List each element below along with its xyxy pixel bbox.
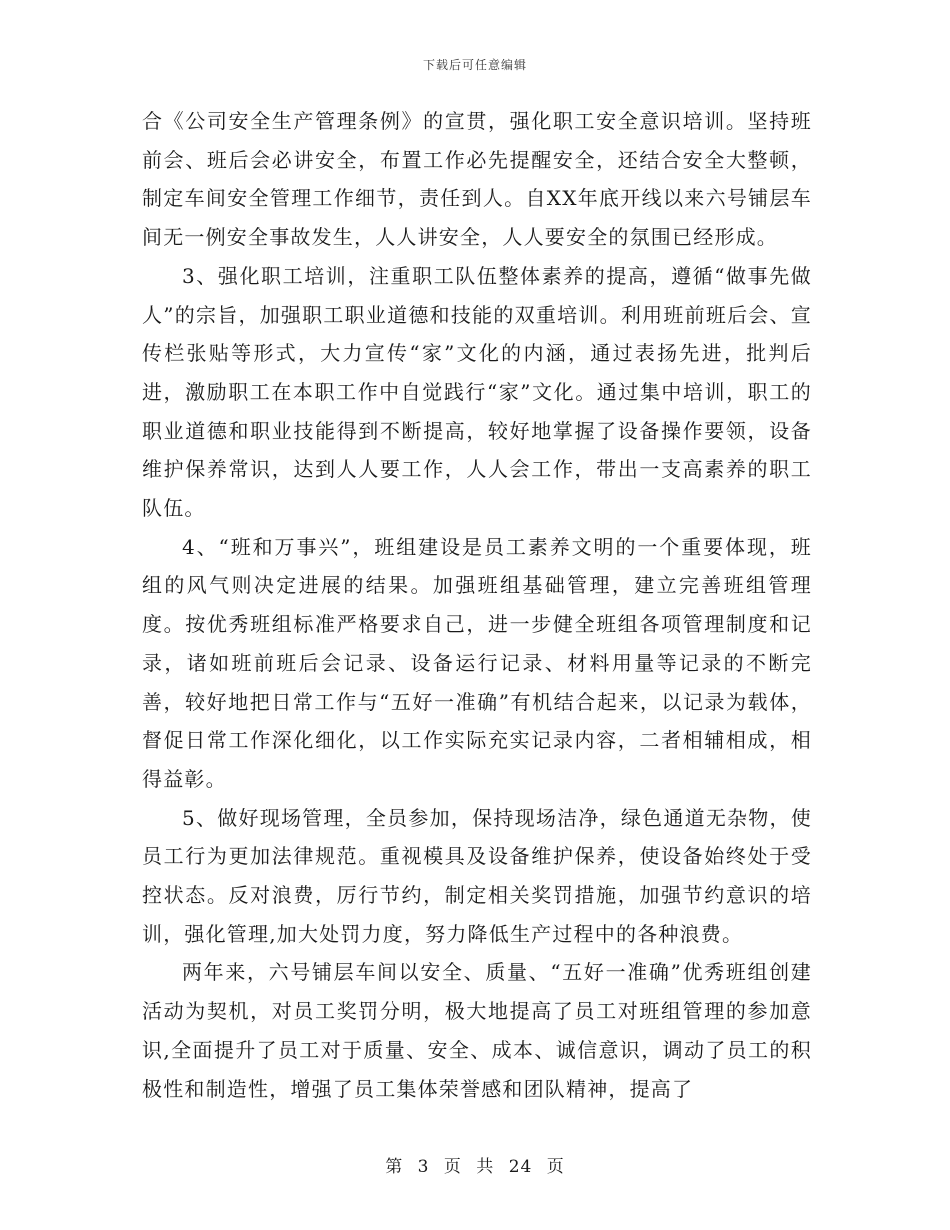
page-header: 下载后可任意编辑 (422, 58, 527, 72)
footer-total-pages: 24 (508, 1157, 533, 1177)
footer-total-word: 共 (476, 1157, 495, 1177)
footer-current-page: 3 (417, 1157, 430, 1177)
footer-prefix: 第 (385, 1157, 404, 1177)
paragraph-2: 3、强化职工培训，注重职工队伍整体素养的提高，遵循“做事先做人”的宗旨，加强职工职业道德和技能的双重培训。利用班前班后会、宣传栏张贴等形式，大力宣传“家”文化的内涵，通过表扬先进，批判后进，激励职工在本职工作中自觉践行“家”文化。通过集中培训，职工的职业道德和职业技能得到不断提高，较好地掌握了设备操作要领，设备维护保养常识，达到人人要工作，人人会工作，带出一支高素养的职工队伍。 (142, 263, 812, 521)
paragraph-5: 两年来，六号铺层车间以安全、质量、“五好一准确”优秀班组创建活动为契机，对员工奖罚分明，极大地提高了员工对班组管理的参加意识,全面提升了员工对于质量、安全、成本、诚信意识，调动了员工的积极性和制造性，增强了员工集体荣誉感和团队精神，提高了 (142, 960, 812, 1101)
document-body (142, 102, 812, 1108)
footer-page-word: 页 (443, 1157, 462, 1177)
paragraph-3: 4、“班和万事兴”，班组建设是员工素养文明的一个重要体现，班组的风气则决定进展的结果。加强班组基础管理，建立完善班组管理度。按优秀班组标准严格要求自己，进一步健全班组各项管理制度和记录，诸如班前班后会记录、设备运行记录、材料用量等记录的不断完善，较好地把日常工作与“五好一准确”有机结合起来，以记录为载体，督促日常工作深化细化，以工作实际充实记录内容，二者相辅相成，相得益彰。 (142, 534, 812, 791)
paragraph-4: 5、做好现场管理，全员参加，保持现场洁净，绿色通道无杂物，使员工行为更加法律规范。重视模具及设备维护保养，使设备始终处于受控状态。反对浪费，厉行节约，制定相关奖罚措施，加强节约意识的培训，强化管理,加大处罚力度，努力降低生产过程中的各种浪费。 (142, 805, 812, 946)
paragraph-1: 合《公司安全生产管理条例》的宣贯，强化职工安全意识培训。坚持班前会、班后会必讲安全，布置工作必先提醒安全，还结合安全大整顿，制定车间安全管理工作细节，责任到人。自XX年底开线以来六号铺层车间无一例安全事故发生，人人讲安全，人人要安全的氛围已经形成。 (142, 109, 812, 250)
footer-suffix: 页 (546, 1157, 565, 1177)
page-footer (0, 1152, 950, 1177)
